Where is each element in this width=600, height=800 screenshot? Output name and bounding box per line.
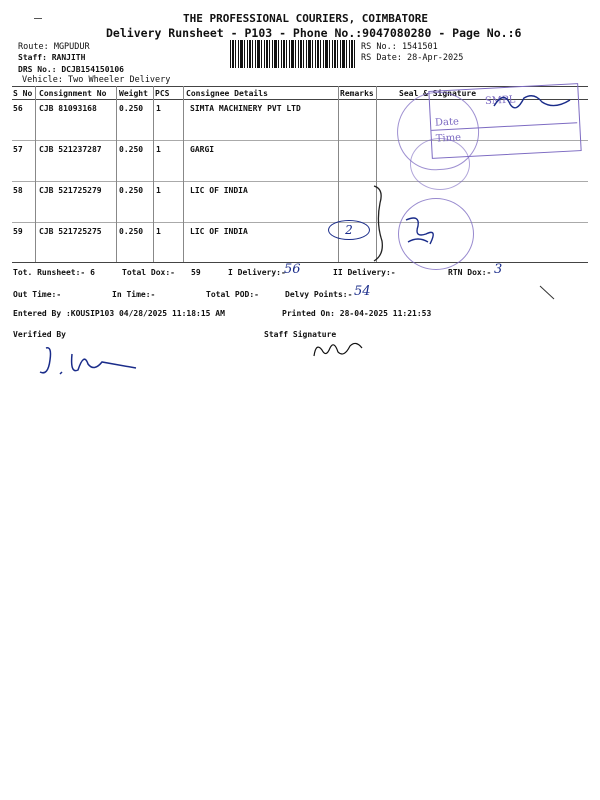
col-header-consignee: Consignee Details	[186, 89, 268, 98]
delvy-points-handwritten: 54	[354, 284, 371, 299]
in-time-label: In Time:-	[112, 290, 156, 299]
table-row-consignment: CJB 521725275	[39, 227, 102, 236]
table-row-consignee: LIC OF INDIA	[190, 227, 248, 236]
col-header-sno: S No	[13, 89, 33, 98]
row-rule-57	[12, 181, 588, 182]
company-title: THE PROFESSIONAL COURIERS, COIMBATORE	[183, 12, 429, 25]
table-row-pcs: 1	[156, 145, 161, 154]
col-header-seal: Seal & Signature	[399, 89, 477, 98]
table-row-pcs: 1	[156, 186, 161, 195]
rs-date: RS Date: 28-Apr-2025	[361, 53, 464, 63]
verified-by-label: Verified By	[13, 330, 66, 339]
round-seal-inner	[410, 138, 470, 190]
table-row-consignment: CJB 521725279	[39, 186, 102, 195]
col-header-weight: Weight	[119, 89, 148, 98]
table-row-pcs: 1	[156, 104, 161, 113]
remark-circle-value: 2	[345, 223, 353, 237]
total-pod-label: Total POD:-	[206, 290, 259, 299]
row-rule-58	[12, 222, 588, 223]
handwritten-bracket	[370, 183, 390, 263]
entered-by: Entered By :KOUSIP103 04/28/2025 11:18:15 AM	[13, 309, 225, 318]
staff-label: Staff: RANJITH	[18, 53, 86, 62]
barcode	[230, 40, 355, 68]
col-divider	[183, 86, 184, 262]
route-label: Route: MGPUDUR	[18, 42, 90, 52]
table-row-pcs: 1	[156, 227, 161, 236]
verified-by-signature	[36, 342, 146, 382]
total-dox-label: Total Dox:-	[122, 268, 175, 277]
table-row-sno: 59	[13, 227, 23, 236]
staff-signature	[310, 336, 370, 364]
col-divider	[116, 86, 117, 262]
printed-on: Printed On: 28-04-2025 11:21:53	[282, 309, 432, 318]
seal-signature	[490, 88, 580, 118]
runsheet-subtitle: Delivery Runsheet - P103 - Phone No.:9047080280 - Page No.:6	[106, 26, 522, 40]
rtn-dox-handwritten: 3	[494, 262, 503, 277]
drs-number: DRS No.: DCJB154150106	[18, 65, 124, 74]
staff-signature-label: Staff Signature	[264, 330, 337, 339]
seal-signature	[400, 212, 450, 252]
col-header-pcs: PCS	[155, 89, 170, 98]
table-row-sno: 57	[13, 145, 23, 154]
table-row-weight: 0.250	[119, 186, 144, 195]
stamp-label-smpl: SMPL	[484, 94, 516, 108]
table-row-consignment: CJB 81093168	[39, 104, 97, 113]
table-row-sno: 58	[13, 186, 23, 195]
vehicle-label: Vehicle: Two Wheeler Delivery	[22, 75, 171, 85]
table-row-consignee: SIMTA MACHINERY PVT LTD	[190, 104, 301, 113]
table-row-weight: 0.250	[119, 227, 144, 236]
rs-number: RS No.: 1541501	[361, 42, 438, 52]
pen-mark	[538, 284, 558, 302]
total-dox-value: 59	[191, 268, 201, 277]
remark-circle	[328, 220, 370, 240]
i-delivery-label: I Delivery:-	[228, 268, 286, 277]
table-row-consignment: CJB 521237287	[39, 145, 102, 154]
tot-runsheet: Tot. Runsheet:- 6	[13, 268, 95, 277]
out-time-label: Out Time:-	[13, 290, 62, 299]
stamp-label-time: Time	[435, 132, 462, 145]
scan-mark	[34, 18, 42, 19]
col-header-remarks: Remarks	[340, 89, 374, 98]
ii-delivery-label: II Delivery:-	[333, 268, 396, 277]
col-header-consignment: Consignment No	[39, 89, 107, 98]
table-row-weight: 0.250	[119, 104, 144, 113]
table-row-consignee: LIC OF INDIA	[190, 186, 248, 195]
col-divider	[153, 86, 154, 262]
table-row-weight: 0.250	[119, 145, 144, 154]
i-delivery-handwritten: 56	[284, 262, 301, 277]
table-row-consignee: GARGI	[190, 145, 215, 154]
stamp-label-date: Date	[434, 116, 460, 129]
col-divider	[35, 86, 36, 262]
table-row-sno: 56	[13, 104, 23, 113]
rtn-dox-label: RTN Dox:-	[448, 268, 492, 277]
delvy-points-label: Delvy Points:-	[285, 290, 353, 299]
